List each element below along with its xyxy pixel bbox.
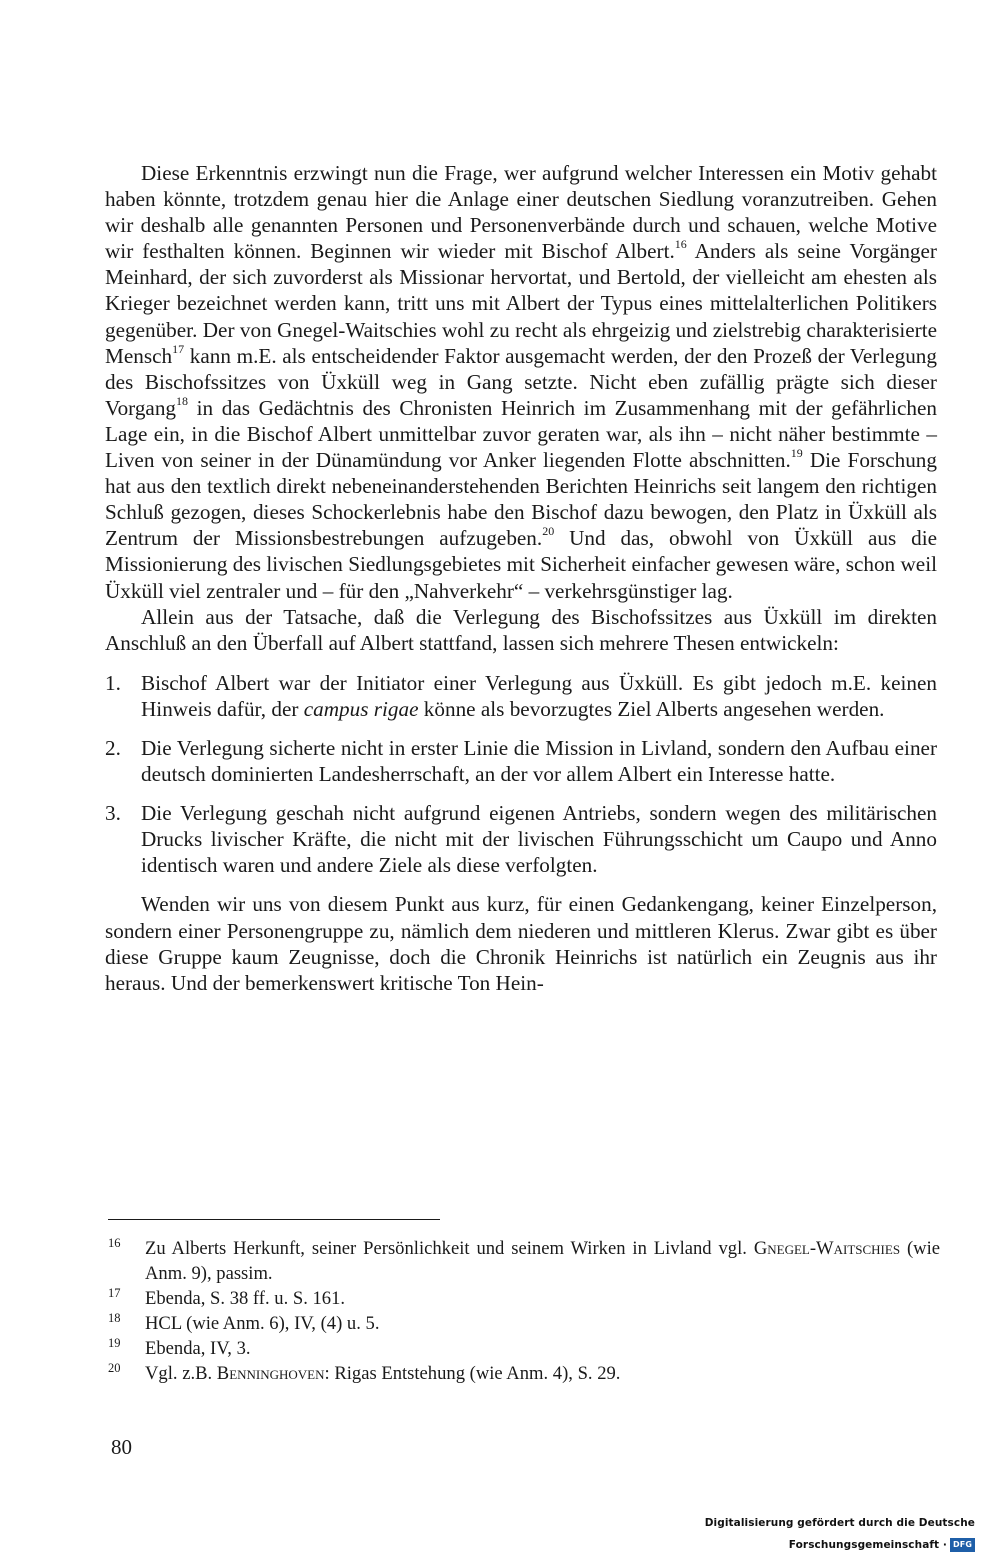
footnote-16: 16 Zu Alberts Herkunft, seiner Persönlichkeit und seinem Wirken in Livland vgl. Gnegel-Waitschies (wie Anm. 9), passim. <box>108 1236 940 1284</box>
dfg-notice: Digitalisierung gefördert durch die Deutsche Forschungsgemeinschaft · DFG <box>704 1517 975 1551</box>
footnote-ref-19[interactable]: 19 <box>790 446 803 461</box>
thesis-item: 1. Bischof Albert war der Initiator einer Verlegung aus Üxküll. Es gibt jedoch m.E. keinen Hinweis dafür, der campus rigae könne als bevorzugtes Ziel Alberts angesehen werden. <box>105 670 937 721</box>
theses-list <box>105 670 937 879</box>
footnote-ref-16[interactable]: 16 <box>674 237 687 252</box>
footnote-18: 18 HCL (wie Anm. 6), IV, (4) u. 5. <box>108 1311 380 1334</box>
main-text <box>105 160 937 996</box>
paragraph-3: Wenden wir uns von diesem Punkt aus kurz, für einen Gedankengang, keiner Einzelperson, sondern einer Personengruppe zu, nämlich dem niederen und mittleren Klerus. Zwar gibt es über diese Gruppe kaum Zeugnisse, doch die Chronik Heinrichs ist natürlich ein Zeugnis aus ihr heraus. Und der bemerkenswert kritische Ton Hein- <box>105 892 937 995</box>
footnote-ref-18[interactable]: 18 <box>176 393 189 408</box>
footnote-ref-17[interactable]: 17 <box>172 341 185 356</box>
footnote-divider <box>108 1219 440 1220</box>
latin-term: campus rigae <box>303 696 419 721</box>
page-number: 80 <box>111 1435 132 1459</box>
thesis-item: 3. Die Verlegung geschah nicht aufgrund eigenen Antriebs, sondern wegen des militärischen Drucks livischer Kräfte, die nicht mit der livischen Führungsschicht um Caupo und Anno identisch waren und andere Ziele als diese verfolgten. <box>105 801 937 878</box>
dfg-logo: DFG <box>950 1538 975 1552</box>
footnote-20: 20 Vgl. z.B. Benninghoven: Rigas Entstehung (wie Anm. 4), S. 29. <box>108 1361 621 1384</box>
footnotes <box>108 1236 940 1386</box>
footnote-ref-20[interactable]: 20 <box>542 524 555 539</box>
thesis-item: 2. Die Verlegung sicherte nicht in erster Linie die Mission in Livland, sondern den Aufbau einer deutsch dominierten Landesherrschaft, an der vor allem Albert ein Interesse hatte. <box>105 735 937 787</box>
paragraph-1: Diese Erkenntnis erzwingt nun die Frage, wer aufgrund welcher Interessen ein Motiv gehabt haben könnte, trotzdem genau hier die Anlage einer deutschen Siedlung voranzutreiben. Gehen wir deshalb alle genannten Personen und Personenverbände durch und schauen, welche Motive wir festhalten können. Beginnen wir wieder mit Bischof Albert.$^{16}$ Anders als seine Vorgänger Meinhard, der sich zuvorderst als Missionar hervortat, und Bertold, der vielleicht am ehesten als Krieger bezeichnet werden kann, tritt uns mit Albert der Typus eines mittelalterlichen Politikers gegenüber. Der von Gnegel-Waitschies wohl zu recht als ehrgeizig und zielstrebig charakterisierte Mensch$^{17}$ kann m.E. als entscheidender Faktor ausgemacht werden, der den Prozeß der Verlegung des Bischofssitzes von Üxküll weg in Gang setzte. Nicht eben zufällig prägte sich dieser Vorgang$^{18}$ in das Gedächtnis des Chronisten Heinrich im Zusammenhang mit der gefährlichen Lage ein, in die Bischof Albert unmittelbar zuvor geraten war, als ihn – nicht näher bestimmte – Liven von seiner in der Dünamündung vor Anker liegenden Flotte abschnitten.$^{19}$ Die Forschung hat aus den textlich direkt nebeneinanderstehenden Berichten Heinrichs seit langem den richtigen Schluß gezogen, dieses Schockerlebnis habe den Bischof dazu bewogen, den Platz in Üxküll als Zentrum der Missionsbestrebungen aufzugeben.$^{20}$ Und das, obwohl von Üxküll aus die Missionierung des livischen Siedlungsgebietes mit Sicherheit einfacher gewesen wäre, schon weil Üxküll viel zentraler und – für den „Nahverkehr“ – verkehrsgünstiger lag. <box>105 161 937 603</box>
paragraph-2: Allein aus der Tatsache, daß die Verlegung des Bischofssitzes aus Üxküll im direkten Anschluß an den Überfall auf Albert stattfand, lassen sich mehrere Thesen entwickeln: <box>105 604 937 655</box>
footnote-19: 19 Ebenda, IV, 3. <box>108 1336 251 1359</box>
footnote-17: 17 Ebenda, S. 38 ff. u. S. 161. <box>108 1286 346 1309</box>
